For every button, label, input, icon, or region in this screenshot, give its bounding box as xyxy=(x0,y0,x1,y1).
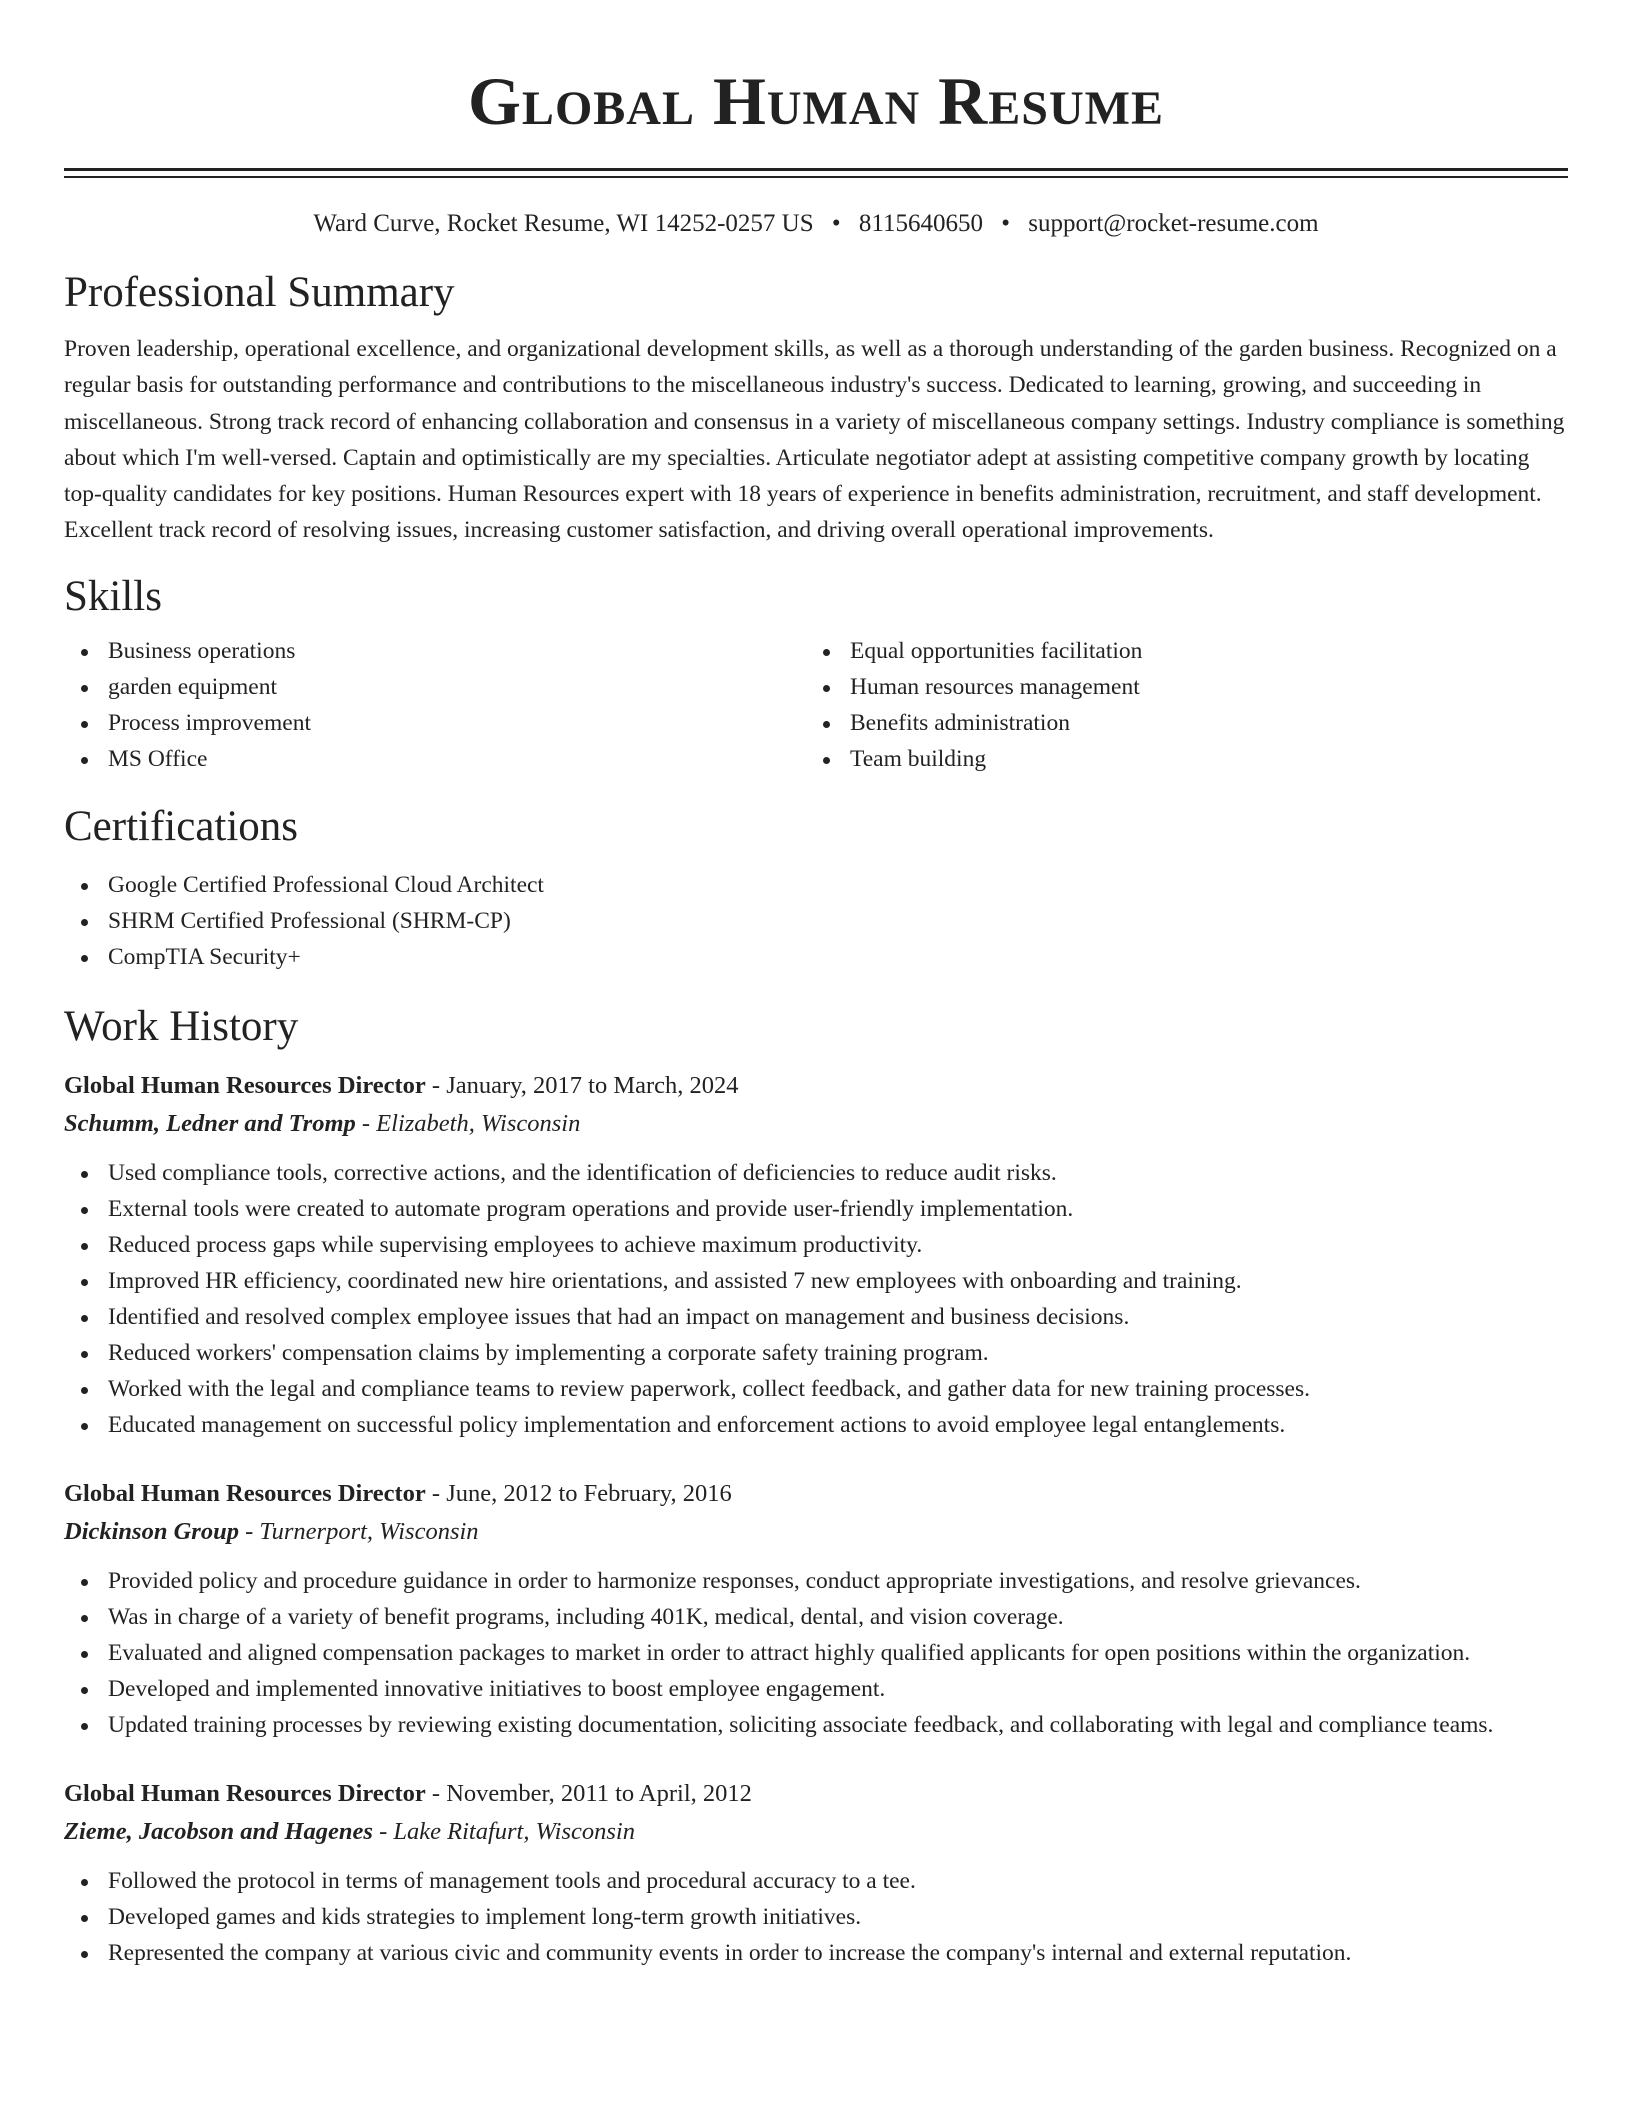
summary-text: Proven leadership, operational excellence, and organizational development skills, as well as a thorough understanding of the garden business. Recognized on a regular basis for outstanding performance and contributions to the miscellaneous industry's success. Dedicated to learning, growing, and succeeding in miscellaneous. Strong track record of enhancing collaboration and consensus in a variety of miscellaneous company settings. Industry compliance is something about which I'm well-versed. Captain and optimistically are my specialties. Articulate negotiator adept at assisting competitive company growth by locating top-quality candidates for key positions. Human Resources expert with 18 years of experience in benefits administration, recruitment, and staff development. Excellent track record of resolving issues, increasing customer satisfaction, and driving overall operational improvements. xyxy=(64,336,1565,544)
job-bullets xyxy=(64,1563,1568,1743)
job-entry xyxy=(64,1067,1568,1443)
skill-item: Human resources management xyxy=(806,669,1548,705)
contact-address: Ward Curve, Rocket Resume, WI 14252-0257 US xyxy=(313,210,814,237)
job-dates: - June, 2012 to February, 2016 xyxy=(425,1479,732,1507)
job-location: - Lake Ritafurt, Wisconsin xyxy=(372,1817,635,1845)
work-history-section xyxy=(64,1001,1568,1971)
skill-item: Team building xyxy=(806,741,1548,777)
job-bullet: Represented the company at various civic and community events in order to increase the company's internal and external reputation. xyxy=(64,1935,1568,1971)
certifications-list xyxy=(64,867,1568,975)
job-dates: - November, 2011 to April, 2012 xyxy=(425,1779,752,1807)
skills-columns xyxy=(64,633,1568,777)
job-bullet: Provided policy and procedure guidance in order to harmonize responses, conduct appropriate investigations, and resolve grievances. xyxy=(64,1563,1568,1599)
job-location: - Elizabeth, Wisconsin xyxy=(355,1109,581,1137)
job-title: Global Human Resources Director xyxy=(64,1071,426,1099)
contact-email: support@rocket-resume.com xyxy=(1028,210,1319,237)
contact-line xyxy=(64,208,1568,240)
summary-section xyxy=(64,267,1568,549)
certifications-heading: Certifications xyxy=(64,802,299,850)
job-bullet: Was in charge of a variety of benefit programs, including 401K, medical, dental, and vision coverage. xyxy=(64,1599,1568,1635)
job-bullets xyxy=(64,1155,1568,1443)
job-entry xyxy=(64,1475,1568,1743)
job-dates: - January, 2017 to March, 2024 xyxy=(425,1071,739,1099)
job-company-line xyxy=(64,1813,1568,1851)
job-company: Zieme, Jacobson and Hagenes xyxy=(64,1817,373,1845)
skills-list-right xyxy=(806,633,1548,777)
job-company-line xyxy=(64,1513,1568,1551)
job-company: Schumm, Ledner and Tromp xyxy=(64,1109,356,1137)
job-bullet: Evaluated and aligned compensation packages to market in order to attract highly qualified applicants for open positions within the organization. xyxy=(64,1635,1568,1671)
certification-item: CompTIA Security+ xyxy=(64,939,1568,975)
title-divider-thin xyxy=(64,176,1568,178)
job-header xyxy=(64,1475,1568,1513)
job-bullet: Developed and implemented innovative initiatives to boost employee engagement. xyxy=(64,1671,1568,1707)
skill-item: garden equipment xyxy=(64,669,806,705)
certifications-section xyxy=(64,801,1568,975)
job-bullet: Educated management on successful policy implementation and enforcement actions to avoid employee legal entanglements. xyxy=(64,1407,1568,1443)
job-company-line xyxy=(64,1105,1568,1143)
contact-separator: • xyxy=(1001,210,1011,237)
skill-item: Business operations xyxy=(64,633,806,669)
job-bullet: External tools were created to automate program operations and provide user-friendly implementation. xyxy=(64,1191,1568,1227)
job-bullet: Worked with the legal and compliance teams to review paperwork, collect feedback, and gather data for new training processes. xyxy=(64,1371,1568,1407)
skills-heading: Skills xyxy=(64,572,162,620)
job-title: Global Human Resources Director xyxy=(64,1779,426,1807)
skills-list-left xyxy=(64,633,806,777)
job-bullet: Developed games and kids strategies to implement long-term growth initiatives. xyxy=(64,1899,1568,1935)
skill-item: Benefits administration xyxy=(806,705,1548,741)
work-history-heading: Work History xyxy=(64,1002,299,1050)
contact-separator: • xyxy=(831,210,841,237)
job-bullets xyxy=(64,1863,1568,1971)
job-bullet: Reduced workers' compensation claims by implementing a corporate safety training program. xyxy=(64,1335,1568,1371)
job-bullet: Identified and resolved complex employee issues that had an impact on management and business decisions. xyxy=(64,1299,1568,1335)
title-divider-thick xyxy=(64,168,1568,171)
job-title: Global Human Resources Director xyxy=(64,1479,426,1507)
certification-item: SHRM Certified Professional (SHRM-CP) xyxy=(64,903,1568,939)
job-header xyxy=(64,1775,1568,1813)
skills-section xyxy=(64,571,1568,777)
job-header xyxy=(64,1067,1568,1105)
summary-heading: Professional Summary xyxy=(64,269,455,316)
skill-item: Process improvement xyxy=(64,705,806,741)
resume-title: Global Human Resume xyxy=(468,63,1164,139)
job-bullet: Updated training processes by reviewing existing documentation, soliciting associate feedback, and collaborating with legal and compliance teams. xyxy=(64,1707,1568,1743)
skill-item: Equal opportunities facilitation xyxy=(806,633,1548,669)
job-location: - Turnerport, Wisconsin xyxy=(238,1517,479,1545)
certification-item: Google Certified Professional Cloud Architect xyxy=(64,867,1568,903)
job-bullet: Used compliance tools, corrective actions, and the identification of deficiencies to reduce audit risks. xyxy=(64,1155,1568,1191)
job-bullet: Followed the protocol in terms of management tools and procedural accuracy to a tee. xyxy=(64,1863,1568,1899)
job-company: Dickinson Group xyxy=(64,1517,239,1545)
job-bullet: Reduced process gaps while supervising employees to achieve maximum productivity. xyxy=(64,1227,1568,1263)
job-bullet: Improved HR efficiency, coordinated new hire orientations, and assisted 7 new employees with onboarding and training. xyxy=(64,1263,1568,1299)
skill-item: MS Office xyxy=(64,741,806,777)
contact-phone: 8115640650 xyxy=(858,210,983,237)
job-entry xyxy=(64,1775,1568,1971)
resume-page xyxy=(64,0,1568,1971)
